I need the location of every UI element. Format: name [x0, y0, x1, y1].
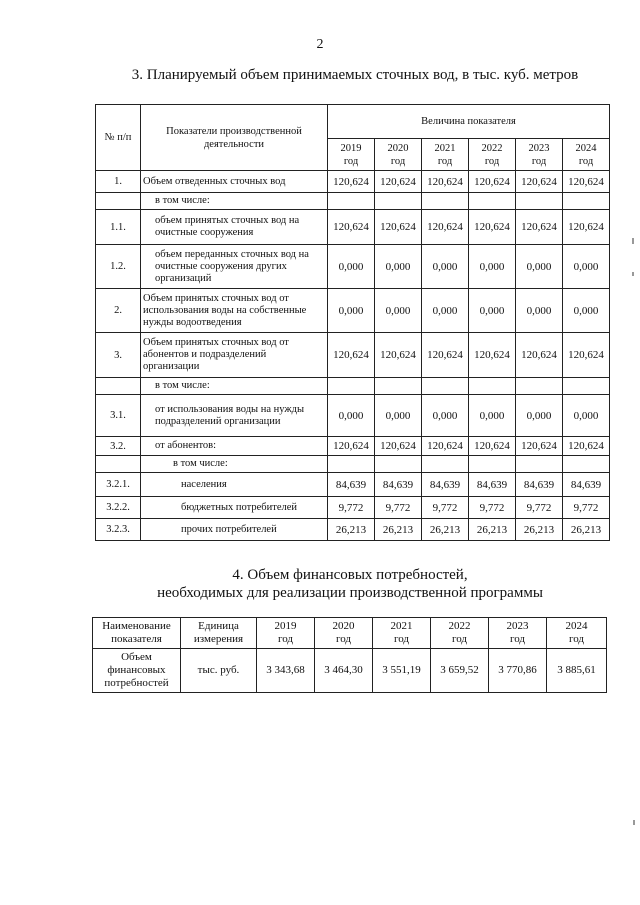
col-header-year: 2020 год [315, 618, 373, 649]
table-row [96, 473, 610, 497]
cell-value: 3 343,68 [257, 649, 315, 693]
cell-value: 0,000 [422, 289, 469, 333]
cell-value: 120,624 [469, 333, 516, 378]
row-num: 1. [96, 171, 141, 193]
table-row [96, 395, 610, 437]
cell-value: 84,639 [328, 473, 375, 497]
cell-value [516, 378, 563, 395]
row-num: 2. [96, 289, 141, 333]
cell-value: 84,639 [516, 473, 563, 497]
scan-speck [632, 238, 634, 244]
cell-value [516, 193, 563, 210]
cell-value: 120,624 [375, 333, 422, 378]
cell-value [469, 378, 516, 395]
row-label: в том числе: [141, 456, 328, 473]
cell-value [563, 456, 610, 473]
row-label: объем принятых сточных вод на очистные сооружения [141, 210, 328, 245]
cell-value: 3 551,19 [373, 649, 431, 693]
table-row [96, 193, 610, 210]
col-header-year: 2022 год [469, 139, 516, 171]
cell-value: 26,213 [328, 519, 375, 541]
row-num: 3.2. [96, 437, 141, 456]
table-row [96, 456, 610, 473]
cell-value [563, 193, 610, 210]
cell-value: 9,772 [469, 497, 516, 519]
row-num: 1.1. [96, 210, 141, 245]
col-header-year: 2023 год [516, 139, 563, 171]
cell-value [563, 378, 610, 395]
cell-value [422, 456, 469, 473]
cell-value: 120,624 [375, 210, 422, 245]
row-label: прочих потребителей [141, 519, 328, 541]
cell-value [375, 378, 422, 395]
cell-value: 26,213 [516, 519, 563, 541]
table-row [96, 171, 610, 193]
section4-title-line1: 4. Объем финансовых потребностей, [232, 567, 468, 583]
col-header-value-group: Величина показателя [328, 105, 610, 139]
cell-value: 120,624 [328, 333, 375, 378]
cell-value: 120,624 [516, 437, 563, 456]
cell-value: 9,772 [563, 497, 610, 519]
cell-value [516, 456, 563, 473]
section4-title [0, 566, 640, 602]
scan-speck [632, 272, 634, 276]
row-num [96, 378, 141, 395]
cell-value: 120,624 [328, 210, 375, 245]
row-label: в том числе: [141, 378, 328, 395]
cell-value [422, 378, 469, 395]
cell-value [328, 378, 375, 395]
cell-value [328, 193, 375, 210]
row-label: Объем принятых сточных вод от абонентов и подразделений организации [141, 333, 328, 378]
cell-value: 84,639 [469, 473, 516, 497]
table-row [96, 378, 610, 395]
row-unit: тыс. руб. [181, 649, 257, 693]
cell-value: 9,772 [375, 497, 422, 519]
cell-value: 0,000 [516, 245, 563, 289]
cell-value [328, 456, 375, 473]
row-label: бюджетных потребителей [141, 497, 328, 519]
row-num: 1.2. [96, 245, 141, 289]
row-label: объем переданных сточных вод на очистные сооружения других организаций [141, 245, 328, 289]
col-header-name: Наименование показателя [93, 618, 181, 649]
wastewater-volume-table [95, 104, 610, 541]
row-label: в том числе: [141, 193, 328, 210]
section4-title-line2: необходимых для реализации производственной программы [157, 585, 543, 601]
cell-value [375, 456, 422, 473]
table-row [96, 245, 610, 289]
cell-value: 0,000 [328, 245, 375, 289]
row-num: 3.2.3. [96, 519, 141, 541]
col-header-indicator: Показатели производственной деятельности [141, 105, 328, 171]
cell-value: 0,000 [469, 395, 516, 437]
cell-value: 3 659,52 [431, 649, 489, 693]
cell-value [469, 456, 516, 473]
row-num: 3.1. [96, 395, 141, 437]
table-row [96, 497, 610, 519]
cell-value: 120,624 [516, 171, 563, 193]
col-header-num: № п/п [96, 105, 141, 171]
cell-value: 120,624 [563, 171, 610, 193]
cell-value: 0,000 [328, 289, 375, 333]
cell-value: 3 770,86 [489, 649, 547, 693]
row-label: от абонентов: [141, 437, 328, 456]
cell-value: 120,624 [469, 437, 516, 456]
cell-value: 0,000 [563, 245, 610, 289]
cell-value: 26,213 [422, 519, 469, 541]
table-row [96, 210, 610, 245]
table-row [93, 649, 607, 693]
table-row [96, 333, 610, 378]
col-header-year: 2024 год [563, 139, 610, 171]
financial-needs-table [92, 617, 607, 693]
cell-value: 84,639 [375, 473, 422, 497]
cell-value: 9,772 [328, 497, 375, 519]
row-label: от использования воды на нужды подразделений организации [141, 395, 328, 437]
cell-value: 120,624 [563, 437, 610, 456]
col-header-year: 2021 год [373, 618, 431, 649]
cell-value: 120,624 [375, 171, 422, 193]
row-label: Объем принятых сточных вод от использования воды на собственные нужды водоотведения [141, 289, 328, 333]
cell-value: 0,000 [422, 245, 469, 289]
cell-value: 120,624 [516, 210, 563, 245]
cell-value: 84,639 [563, 473, 610, 497]
row-num: 3.2.1. [96, 473, 141, 497]
row-num: 3. [96, 333, 141, 378]
cell-value [422, 193, 469, 210]
cell-value: 0,000 [328, 395, 375, 437]
cell-value: 84,639 [422, 473, 469, 497]
table-row [96, 437, 610, 456]
cell-value [375, 193, 422, 210]
row-num: 3.2.2. [96, 497, 141, 519]
cell-value [469, 193, 516, 210]
cell-value: 26,213 [375, 519, 422, 541]
cell-value: 120,624 [328, 171, 375, 193]
scan-speck [633, 820, 635, 825]
cell-value: 0,000 [469, 289, 516, 333]
col-header-year: 2022 год [431, 618, 489, 649]
cell-value: 9,772 [422, 497, 469, 519]
cell-value: 0,000 [469, 245, 516, 289]
cell-value: 120,624 [563, 210, 610, 245]
cell-value: 26,213 [469, 519, 516, 541]
cell-value: 0,000 [375, 395, 422, 437]
cell-value: 3 464,30 [315, 649, 373, 693]
col-header-year: 2020 год [375, 139, 422, 171]
cell-value: 120,624 [422, 333, 469, 378]
col-header-unit: Единица измерения [181, 618, 257, 649]
row-label: Объем отведенных сточных вод [141, 171, 328, 193]
cell-value: 0,000 [563, 289, 610, 333]
cell-value: 120,624 [469, 210, 516, 245]
row-label: Объем финансовых потребностей [93, 649, 181, 693]
cell-value: 0,000 [563, 395, 610, 437]
cell-value: 120,624 [375, 437, 422, 456]
table-row [96, 289, 610, 333]
col-header-year: 2021 год [422, 139, 469, 171]
row-label: населения [141, 473, 328, 497]
cell-value: 0,000 [375, 289, 422, 333]
cell-value: 0,000 [375, 245, 422, 289]
section3-title: 3. Планируемый объем принимаемых сточных вод, в тыс. куб. метров [131, 67, 579, 83]
cell-value: 0,000 [516, 395, 563, 437]
col-header-year: 2019 год [257, 618, 315, 649]
col-header-year: 2023 год [489, 618, 547, 649]
cell-value: 0,000 [516, 289, 563, 333]
cell-value: 3 885,61 [547, 649, 607, 693]
cell-value: 0,000 [422, 395, 469, 437]
cell-value: 120,624 [563, 333, 610, 378]
cell-value: 26,213 [563, 519, 610, 541]
col-header-year: 2024 год [547, 618, 607, 649]
cell-value: 120,624 [328, 437, 375, 456]
cell-value: 120,624 [422, 437, 469, 456]
row-num [96, 193, 141, 210]
cell-value: 120,624 [516, 333, 563, 378]
row-num [96, 456, 141, 473]
col-header-year: 2019 год [328, 139, 375, 171]
table-row [96, 519, 610, 541]
cell-value: 9,772 [516, 497, 563, 519]
cell-value: 120,624 [469, 171, 516, 193]
cell-value: 120,624 [422, 171, 469, 193]
cell-value: 120,624 [422, 210, 469, 245]
page-number: 2 [316, 37, 324, 52]
